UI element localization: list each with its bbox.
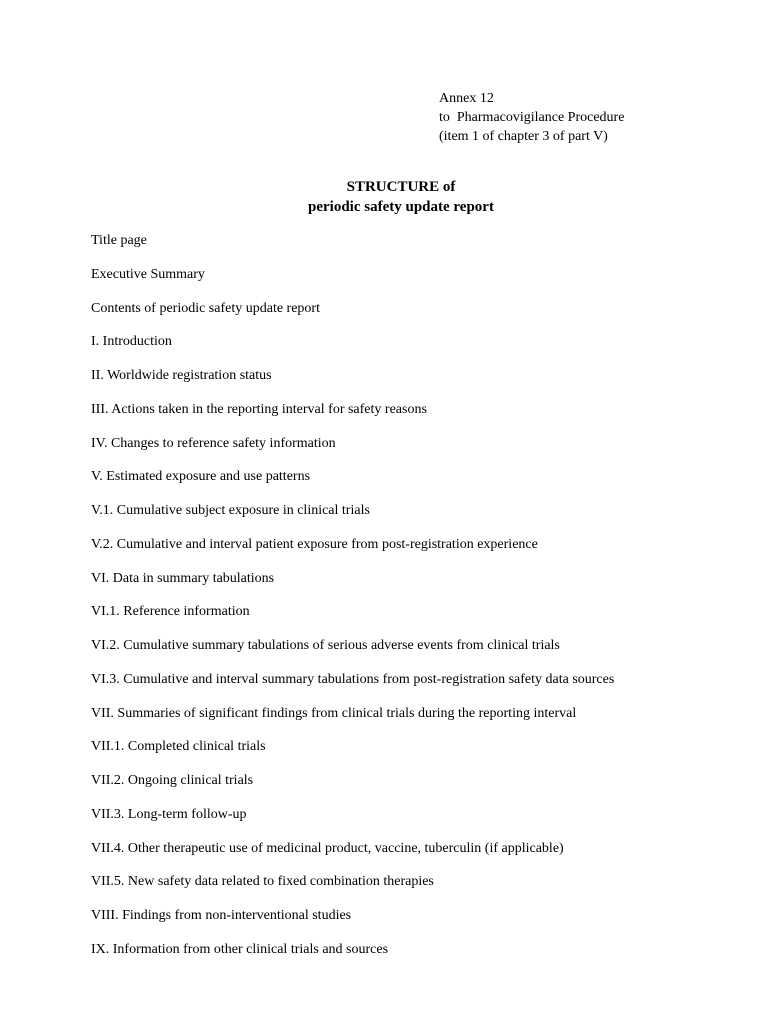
- list-item: VII.4. Other therapeutic use of medicinal product, vaccine, tuberculin (if applicable): [91, 840, 564, 856]
- list-item: VII. Summaries of significant findings from clinical trials during the reporting interval: [91, 705, 577, 721]
- annex-reference: [439, 89, 624, 146]
- list-item: VI.1. Reference information: [91, 604, 250, 620]
- list-item: I. Introduction: [91, 334, 172, 350]
- list-item: VI.2. Cumulative summary tabulations of serious adverse events from clinical trials: [91, 638, 560, 653]
- list-item: VII.2. Ongoing clinical trials: [91, 773, 254, 788]
- list-item: V.2. Cumulative and interval patient exposure from post-registration experience: [91, 536, 538, 552]
- list-item: VI. Data in summary tabulations: [91, 570, 275, 586]
- title-line-2: periodic safety update report: [308, 199, 494, 215]
- contents-list: [91, 232, 614, 975]
- list-item: V. Estimated exposure and use patterns: [91, 469, 311, 485]
- annex-item: (item 1 of chapter 3 of part V): [439, 129, 608, 144]
- list-item: Title page: [91, 233, 147, 248]
- list-item: IV. Changes to reference safety information: [91, 435, 336, 451]
- list-item: VII.5. New safety data related to fixed combination therapies: [91, 874, 434, 890]
- annex-procedure: to Pharmacovigilance Procedure: [439, 110, 625, 125]
- document-title: [0, 177, 768, 217]
- list-item: V.1. Cumulative subject exposure in clinical trials: [91, 503, 370, 518]
- list-item: II. Worldwide registration status: [91, 368, 272, 383]
- list-item: VIII. Findings from non-interventional studies: [91, 908, 352, 923]
- annex-number: Annex 12: [439, 91, 494, 106]
- list-item: IX. Information from other clinical trials and sources: [91, 941, 389, 957]
- list-item: Contents of periodic safety update report: [91, 300, 320, 316]
- list-item: VII.1. Completed clinical trials: [91, 739, 266, 755]
- title-line-1: STRUCTURE of: [346, 179, 456, 195]
- list-item: VII.3. Long-term follow-up: [91, 806, 247, 822]
- list-item: III. Actions taken in the reporting interval for safety reasons: [91, 401, 427, 417]
- list-item: Executive Summary: [91, 266, 205, 282]
- list-item: VI.3. Cumulative and interval summary tabulations from post-registration safety data sources: [91, 671, 615, 687]
